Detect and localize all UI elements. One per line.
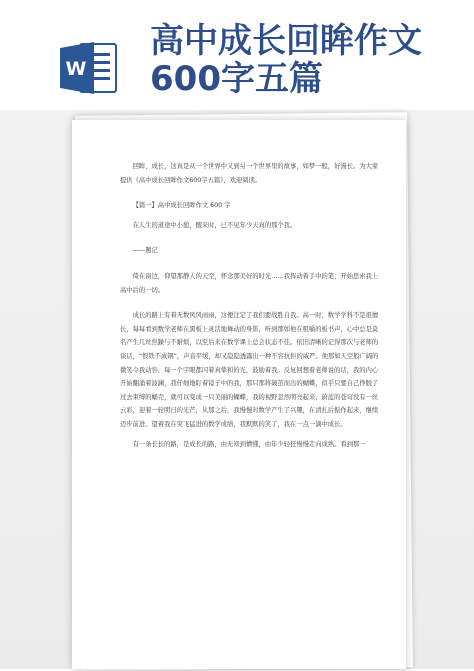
- intro-paragraph: 回眸、成长，这真是从一个世界中又到另一个世界里的故事，如梦一般，好漫长。为大家提供《高中成长回眸作文600字五篇》，欢迎阅读。: [120, 163, 379, 184]
- title-line-2: 600字五篇: [150, 59, 323, 99]
- document-page: [72, 120, 406, 669]
- epigraph-source: ——题记: [132, 247, 158, 255]
- epigraph-text: 在人生的道途中小憩，醒来时，已不见年少天真的那个我。: [132, 221, 297, 229]
- word-icon-letter: W: [65, 58, 87, 80]
- header: [0, 0, 474, 110]
- body-paragraph: 倚在窗边，仰望那静人的天空，怀念那美好的时光……我挥动着手中的笔，开始思索我上高中后的一切。: [120, 272, 379, 294]
- title-line-1: 高中成长回眸作文: [150, 21, 422, 61]
- document-preview-area: [0, 110, 474, 669]
- body-paragraph: 成长的路上有着无数风风雨雨，这便注定了我们要战胜自我。高一时，数学学科不是很擅长，每每看到数学老师在黑板上灵活地舞动的身影，听到那如他在咀嚼的板书声，心中总是莫名产生几丝焦躁与不耐烦，以至后来在数学课上总会状态不佳。依旧清晰的记得那次与老师的谈话，“恨铁不成钢”，声音平缓，却又隐隐透露出一种不容抗拒的威严。他那如天空般广阔的微笑令我动容，每一个字眼都闪着真挚和的光，鼓励着我。反复回想着老师说的话，我的内心开始翻涌着波澜，我仔细地盯着镜子中的我，那只那将破茧而出的蝴蝶，似乎只要自己挣脱了过去束缚的蛹壳，就可以变成一只美丽的蝴蝶，我的视野忽然明亮起来，蔚蓝的苍穹没有一丝云彩，迎着一轮明日的光芒，从那之后，我慢慢对数学产生了兴趣，在清扎后振作起来，继续迈步前进。望着我在突飞猛进的数学成绩，我默默的笑了，我在一点一滴中成长。: [120, 312, 379, 428]
- section-heading: 【篇一】高中成长回眸作文 600 字: [132, 202, 231, 210]
- body-paragraph: 有一条长长的路，是成长的路，由无知到懵懂，由年少轻狂慢慢走向成熟。看到那一: [132, 440, 366, 448]
- document-body: [120, 160, 382, 451]
- word-document-icon: [60, 40, 118, 96]
- document-title: [150, 22, 470, 98]
